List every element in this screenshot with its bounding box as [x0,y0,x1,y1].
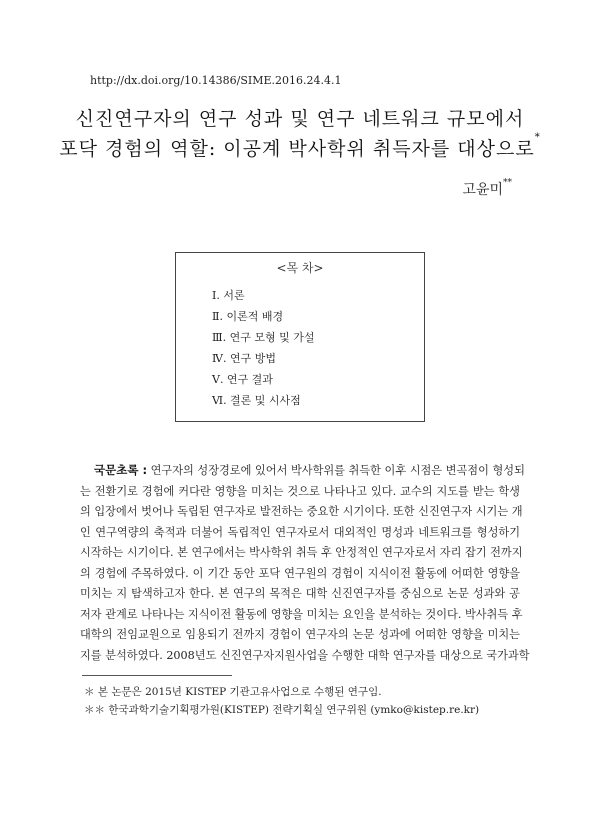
table-of-contents-box [175,252,425,422]
toc-item: Ⅳ. 연구 방법 [212,352,276,365]
toc-item: Ⅲ. 연구 모형 및 가설 [212,331,315,344]
abstract-line: 지를 분석하였다. 2008년도 신진연구자지원사업을 수행한 대학 연구자를 대상으로 국가과학 [80,648,530,662]
abstract-line [80,462,525,483]
toc-item: Ⅰ. 서론 [212,289,245,302]
footnote: ＊ 본 논문은 2015년 KISTEP 기관고유사업으로 수행된 연구임. [84,686,382,698]
paper-title-line-2 [0,134,600,161]
toc-list [212,287,314,413]
author-text: 고윤미 [462,182,503,198]
title-text-1: 신진연구자의 연구 성과 및 연구 네트워크 규모에서 [75,108,525,130]
abstract-line: 의 경험에 주목하였다. 이 기간 동안 포닥 연구원의 경험이 지식이전 활동에 어떠한 영향을 [80,566,520,580]
abstract-line: 의 입장에서 벗어나 독립된 연구자로 발전하는 중요한 시기이다. 또한 신진연구자 시기는 개 [80,505,523,518]
abstract-line: 미치는 지 탐색하고자 한다. 본 연구의 목적은 대학 신진연구자를 중심으로 논문 성과와 공 [80,587,520,600]
footnotes [84,684,479,720]
footnote-divider [82,675,232,676]
korean-abstract [80,462,530,667]
title-footnote-mark: * [534,132,541,143]
toc-item: Ⅴ. 연구 결과 [212,373,273,386]
abstract-line: 대학의 전임교원으로 임용되기 전까지 경험이 연구자의 논문 성과에 어떠한 영향을 미치는 [80,628,520,641]
abstract-line: 저자 관계로 나타나는 지식이전 활동에 영향을 미치는 요인을 분석하는 것이다. 박사취득 후 [80,607,523,621]
abstract-line: 인 연구역량의 축적과 더불어 독립적인 연구자로서 대외적인 명성과 네트워크를 형성하기 [80,525,520,539]
doi-link[interactable]: http://dx.doi.org/10.14386/SIME.2016.24.4.1 [90,74,342,87]
title-text-2: 포닥 경험의 역할: 이공계 박사학위 취득자를 대상으로 [59,138,535,160]
author-name [462,179,512,199]
abstract-text: 연구자의 성장경로에 있어서 박사학위를 취득한 이후 시점은 변곡점이 형성되 [147,464,525,477]
abstract-line: 는 전환기로 경험에 커다란 영향을 미치는 것으로 나타나고 있다. 교수의 지도를 받는 학생 [80,484,520,498]
paper-title-line-1 [0,104,600,131]
abstract-label: 국문초록 : [94,463,148,477]
toc-item: Ⅵ. 결론 및 시사점 [212,394,301,407]
toc-item: Ⅱ. 이론적 배경 [212,310,284,323]
footnote: ＊＊ 한국과학기술기획평가원(KISTEP) 전략기획실 연구위원 (ymko@kistep.re.kr) [84,704,480,716]
author-footnote-mark: ** [503,178,512,189]
toc-title: <목 차> [276,261,324,275]
abstract-line: 시작하는 시기이다. 본 연구에서는 박사학위 취득 후 안정적인 연구자로서 자리 잡기 전까지 [80,546,523,559]
